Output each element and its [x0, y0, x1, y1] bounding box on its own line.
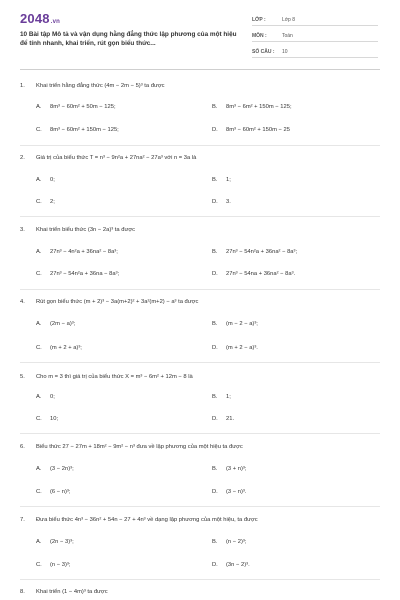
question-divider — [20, 289, 380, 290]
option-text: (3 − 2n)³; — [50, 466, 74, 472]
option-text: 1; — [226, 177, 231, 183]
option-text: 0; — [50, 177, 55, 183]
option-text: (3 − n)³. — [226, 489, 247, 495]
question-divider — [20, 216, 380, 217]
meta-value-socau: 10 — [282, 49, 288, 55]
option-label: B. — [212, 177, 218, 183]
option-text: 27n³ − 4n²a + 36na² − 8a³; — [50, 249, 118, 255]
option-label: A. — [36, 394, 42, 400]
question-number: 2. — [20, 155, 25, 161]
option-text: 8m³ − 6m² + 150m − 125; — [226, 104, 292, 110]
question-stem: Biểu thức 27 − 27m + 18m² − 9m² − n³ đưa về lập phương của một hiệu ta được — [36, 444, 243, 450]
option-label: B. — [212, 321, 218, 327]
option-label: D. — [212, 271, 218, 277]
question-stem: Rút gọn biểu thức (m + 2)³ − 3a(m+2)² + 3a²(m+2) − a³ ta được — [36, 299, 199, 305]
question-number: 7. — [20, 517, 25, 523]
question-number: 5. — [20, 374, 25, 380]
option-label: D. — [212, 199, 218, 205]
logo-suffix: .vn — [50, 19, 61, 25]
option-c[interactable] — [36, 562, 70, 568]
question-stem: Khai triển (1 − 4m)³ ta được — [36, 589, 108, 595]
option-text: 27n³ − 54n²a + 36na² − 8a³; — [226, 249, 298, 255]
option-c[interactable] — [36, 489, 70, 495]
option-text: 2; — [50, 199, 55, 205]
option-text: 21. — [226, 416, 235, 422]
option-a[interactable] — [36, 394, 55, 400]
option-label: B. — [212, 394, 218, 400]
option-label: A. — [36, 466, 42, 472]
option-text: 8m³ − 60m² + 150m − 25 — [226, 127, 290, 133]
option-text: (3n − 2)³. — [226, 562, 250, 568]
option-b[interactable] — [212, 249, 297, 255]
option-a[interactable] — [36, 321, 75, 327]
option-d[interactable] — [212, 199, 231, 205]
option-text: (n − 2)³; — [226, 539, 247, 545]
option-label: D. — [212, 127, 218, 133]
option-c[interactable] — [36, 345, 82, 351]
option-b[interactable] — [212, 394, 231, 400]
meta-row-socau — [252, 47, 378, 58]
option-d[interactable] — [212, 345, 258, 351]
option-label: A. — [36, 104, 42, 110]
option-c[interactable] — [36, 271, 119, 277]
option-label: A. — [36, 249, 42, 255]
option-c[interactable] — [36, 416, 58, 422]
question-stem: Giá trị của biểu thức T = n³ − 9n²a + 27na² − 27a³ với n = 3a là — [36, 155, 197, 161]
option-b[interactable] — [212, 466, 246, 472]
option-label: C. — [36, 345, 42, 351]
option-label: A. — [36, 321, 42, 327]
meta-value-lop: Lớp 8 — [282, 17, 296, 23]
option-a[interactable] — [36, 104, 116, 110]
question-number: 1. — [20, 83, 25, 89]
question-stem: Khai triển hằng đẳng thức (4m − 2m − 5)³ ta được — [36, 83, 165, 89]
option-label: A. — [36, 177, 42, 183]
option-label: D. — [212, 489, 218, 495]
site-logo[interactable] — [20, 11, 60, 26]
option-text: (n − 3)³; — [50, 562, 71, 568]
option-text: 0; — [50, 394, 55, 400]
question-divider — [20, 506, 380, 507]
option-c[interactable] — [36, 127, 119, 133]
option-label: B. — [212, 539, 218, 545]
logo-text: 2048 — [20, 11, 50, 26]
question-divider — [20, 362, 380, 363]
option-text: (3 + n)³; — [226, 466, 247, 472]
page-title: 10 Bài tập Mô tả và vận dụng hằng đẳng thức lập phương của một hiệu để tính nhanh, khai triển, rút gọn biểu thức... — [20, 31, 237, 47]
meta-panel — [252, 15, 378, 63]
option-label: C. — [36, 562, 42, 568]
meta-label-lop: LỚP : — [252, 17, 266, 23]
option-text: 27n³ − 54na + 36na² − 8a³. — [226, 271, 296, 277]
header-divider — [20, 69, 380, 70]
option-text: (m + 2 + a)³; — [50, 345, 82, 351]
question-stem: Đưa biểu thức 4n³ − 36n² + 54n − 27 + 4n³ về dạng lập phương của một hiệu, ta được — [36, 517, 258, 523]
option-a[interactable] — [36, 177, 55, 183]
question-divider — [20, 145, 380, 146]
question-number: 8. — [20, 589, 25, 595]
option-a[interactable] — [36, 249, 118, 255]
option-text: (m + 2 − a)³. — [226, 345, 258, 351]
option-text: (6 − n)³; — [50, 489, 71, 495]
option-d[interactable] — [212, 271, 295, 277]
option-b[interactable] — [212, 321, 258, 327]
option-b[interactable] — [212, 177, 231, 183]
option-label: C. — [36, 127, 42, 133]
option-d[interactable] — [212, 416, 234, 422]
meta-row-lop — [252, 15, 378, 26]
option-text: (m − 2 − a)³; — [226, 321, 258, 327]
question-stem: Cho m = 3 thì giá trị của biểu thức X = m³ − 6m² + 12m − 8 là — [36, 374, 193, 380]
option-label: B. — [212, 466, 218, 472]
meta-value-mon: Toán — [282, 33, 293, 39]
option-b[interactable] — [212, 104, 292, 110]
option-label: C. — [36, 416, 42, 422]
option-label: C. — [36, 199, 42, 205]
option-b[interactable] — [212, 539, 246, 545]
option-text: 8m³ − 60m² + 50m − 125; — [50, 104, 116, 110]
meta-label-mon: MÔN : — [252, 33, 267, 39]
question-divider — [20, 433, 380, 434]
option-text: 8m³ − 60m² + 150m − 125; — [50, 127, 119, 133]
option-label: B. — [212, 249, 218, 255]
question-number: 6. — [20, 444, 25, 450]
option-label: C. — [36, 271, 42, 277]
option-text: 3. — [226, 199, 231, 205]
option-label: A. — [36, 539, 42, 545]
question-divider — [20, 579, 380, 580]
option-text: 10; — [50, 416, 59, 422]
option-label: B. — [212, 104, 218, 110]
page-header — [0, 0, 400, 66]
option-a[interactable] — [36, 539, 74, 545]
option-text: (2n − 3)³; — [50, 539, 74, 545]
option-c[interactable] — [36, 199, 55, 205]
option-d[interactable] — [212, 489, 246, 495]
meta-row-mon — [252, 31, 378, 42]
option-text: 1; — [226, 394, 231, 400]
option-text: (2m − a)³; — [50, 321, 76, 327]
question-number: 4. — [20, 299, 25, 305]
option-label: C. — [36, 489, 42, 495]
option-d[interactable] — [212, 127, 290, 133]
option-label: D. — [212, 345, 218, 351]
question-stem: Khai triển biểu thức (3n − 2a)³ ta được — [36, 227, 136, 233]
option-label: D. — [212, 416, 218, 422]
option-d[interactable] — [212, 562, 250, 568]
question-number: 3. — [20, 227, 25, 233]
meta-label-socau: SỐ CÂU : — [252, 49, 275, 55]
option-text: 27n³ − 54n²a + 36na − 8a³; — [50, 271, 120, 277]
option-a[interactable] — [36, 466, 74, 472]
option-label: D. — [212, 562, 218, 568]
